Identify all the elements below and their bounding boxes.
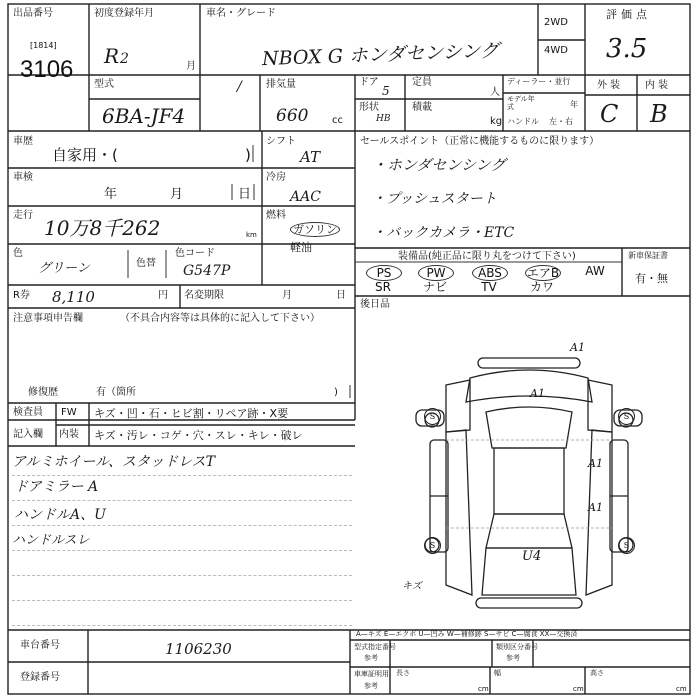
inspection-day-unit: 日	[238, 187, 252, 202]
category-number-ref: 参考	[506, 654, 520, 662]
damage-mark-right-front-door: A1	[588, 457, 603, 470]
sales-point-3: ・バックカメラ・ETC	[372, 225, 515, 241]
handwritten-note-4: ハンドルスレ	[12, 533, 90, 548]
capacity-unit: 人	[490, 87, 500, 98]
aircon-label: 冷房	[266, 172, 286, 183]
height-label: 高さ	[590, 669, 604, 677]
equip-pw: PW	[418, 265, 454, 281]
repair-history-close: )	[334, 387, 338, 398]
aircon-value: AAC	[290, 189, 321, 205]
recycle-value: 8,110	[52, 288, 95, 306]
name-grade-label: 車名・グレード	[206, 8, 276, 19]
fuel-label: 燃料	[266, 210, 286, 221]
capacity-label: 定員	[412, 77, 432, 88]
model-value: 6BA-JF4	[102, 104, 186, 128]
inspector-fw-items: キズ・凹・石・ヒビ割・リペア跡・X要	[94, 407, 289, 420]
equip-sr: SR	[375, 280, 391, 294]
model-label: 型式	[94, 79, 114, 90]
inspector-interior-items: キズ・汚レ・コゲ・穴・スレ・キレ・破レ	[94, 429, 303, 442]
category-number-label: 類別区分番号	[496, 643, 538, 651]
load-label: 積載	[412, 102, 432, 113]
model-year-label: モデル年式	[507, 95, 535, 111]
first-registration-month-unit: 月	[186, 61, 196, 72]
displacement-unit: cc	[332, 115, 343, 126]
recycle-unit: 円	[158, 290, 168, 301]
score-label: 評価点	[606, 8, 651, 21]
mileage-unit: km	[246, 231, 257, 239]
displacement-value: 660	[276, 106, 309, 126]
width-label: 幅	[494, 669, 501, 677]
damage-mark-front-bumper: A1	[570, 341, 585, 354]
type-designation-ref: 参考	[364, 654, 378, 662]
color-code-value: G547P	[183, 263, 231, 279]
sales-point-1: ・ホンダセンシング	[372, 156, 506, 174]
chassis-number-label: 車台番号	[20, 640, 60, 651]
name-grade-value: NBOX G ホンダセンシング	[261, 39, 500, 71]
name-change-label: 名変期限	[184, 290, 224, 301]
model-mark: /	[237, 79, 242, 95]
damage-mark-left-rear-wheel: S	[424, 537, 441, 554]
repair-history-value: 有（箇所	[96, 387, 136, 398]
first-registration-era: R	[104, 44, 120, 68]
lot-number: 3106	[20, 56, 74, 83]
repaint-label: 色替	[136, 258, 156, 269]
handwritten-note-1: アルミホイール、スタッドレスT	[12, 454, 215, 470]
color-label: 色	[13, 248, 23, 259]
displacement-label: 排気量	[266, 79, 296, 90]
shape-label: 形状	[359, 102, 379, 113]
equip-navi: ナビ	[422, 280, 447, 294]
history-label: 車歴	[13, 136, 33, 147]
color-code-label: 色コード	[175, 248, 215, 259]
inspector-fw-label: FW	[61, 407, 77, 418]
interior-value: B	[650, 100, 668, 128]
rear-items-label: 後日品	[360, 299, 390, 310]
damage-mark-rear-hatch: U4	[522, 549, 542, 564]
shape-value: HB	[376, 114, 391, 124]
handwritten-note-3: ハンドルA、U	[14, 507, 106, 523]
load-unit: kg	[490, 116, 503, 127]
dealer-label: ディーラー・並行	[507, 77, 571, 86]
lot-number-label: 出品番号	[13, 8, 53, 19]
registration-number-label: 登録番号	[20, 672, 60, 683]
damage-mark-right-rear-wheel: S	[618, 537, 635, 554]
color-value: グリーン	[38, 261, 90, 276]
equipment-label: 装備品(純正品に限り丸をつけて下さい)	[398, 251, 576, 262]
inspector-label-top: 検査員	[13, 407, 43, 418]
sales-points-label: セールスポイント（正常に機能するものに限ります）	[360, 136, 600, 147]
score-value: 3.5	[606, 34, 648, 64]
first-registration-label: 初度登録年月	[94, 8, 154, 19]
lot-bracket: [1814]	[30, 41, 57, 50]
shift-value: AT	[300, 148, 321, 166]
name-change-day-unit: 日	[336, 290, 346, 301]
length-unit: cm	[478, 685, 489, 693]
name-change-month-unit: 月	[282, 290, 292, 301]
mileage-value: 10万8千262	[44, 216, 161, 240]
door-label: ドア	[359, 77, 379, 88]
warranty-value: 有・無	[635, 272, 668, 285]
interior-label: 内装	[645, 80, 671, 91]
damage-mark-rear-note: キズ	[402, 581, 422, 592]
exterior-value: C	[600, 100, 619, 128]
length-label: 長さ	[396, 669, 410, 677]
type-designation-label: 型式指定番号	[354, 643, 396, 651]
equip-abs: ABS	[472, 265, 508, 281]
equip-leather: カワ	[529, 280, 554, 294]
repair-history-label: 修復歴	[28, 387, 58, 398]
notes-label: 注意事項申告欄	[13, 313, 83, 324]
inspection-month-unit: 月	[170, 187, 184, 202]
drive-4wd: 4WD	[544, 45, 568, 56]
damage-mark-hood: A1	[530, 387, 545, 400]
damage-mark-right-mirror: S	[618, 408, 635, 425]
height-unit: cm	[676, 685, 687, 693]
equip-tv: TV	[481, 280, 497, 294]
history-value: 自家用・(	[52, 146, 118, 164]
garage-cert-label: 車庫証明用	[354, 670, 389, 678]
recycle-label: R券	[13, 290, 30, 301]
damage-legend: A—キズ E—エクボ U—凹み W—補修跡 S—サビ C—腐食 XX—交換済	[356, 630, 578, 638]
handwritten-note-2: ドアミラー A	[14, 479, 99, 495]
shift-label: シフト	[266, 136, 296, 147]
door-value: 5	[382, 84, 390, 98]
handle-options: 左・右	[549, 117, 573, 126]
garage-cert-ref: 参考	[364, 682, 378, 690]
inspector-label-bottom: 記入欄	[13, 429, 43, 440]
equip-ps: PS	[366, 265, 402, 281]
history-close: )	[245, 146, 251, 164]
exterior-label: 外装	[597, 80, 623, 91]
equip-airbag: エアB	[526, 266, 560, 280]
equip-aw: AW	[585, 264, 605, 278]
warranty-label: 新車保証書	[628, 251, 668, 260]
inspector-interior-label: 内装	[59, 429, 79, 440]
model-year-unit: 年	[570, 100, 578, 109]
inspection-year-unit: 年	[104, 187, 118, 202]
damage-mark-left-mirror: S	[424, 408, 441, 425]
first-registration-year: 2	[120, 51, 129, 67]
fuel-diesel: 軽油	[290, 241, 312, 254]
mileage-label: 走行	[13, 210, 33, 221]
chassis-number-value: 1106230	[165, 640, 232, 658]
drive-2wd: 2WD	[544, 17, 568, 28]
fuel-gasoline: ガソリン	[290, 222, 340, 237]
damage-mark-right-rear-door: A1	[588, 501, 603, 514]
handle-label: ハンドル	[507, 117, 539, 126]
width-unit: cm	[573, 685, 584, 693]
notes-hint: （不具合内容等は具体的に記入して下さい）	[120, 313, 320, 324]
sales-point-2: ・プッシュスタート	[372, 191, 497, 207]
inspection-label: 車検	[13, 172, 33, 183]
